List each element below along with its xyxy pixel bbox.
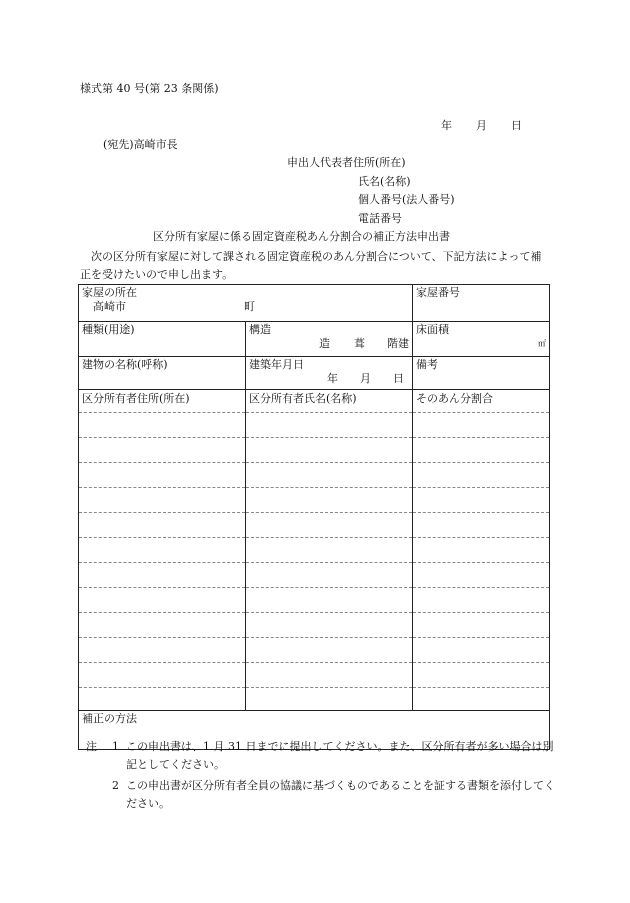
owner-address-header: 区分所有者住所(所在) [82,392,190,405]
date-day: 日 [511,119,522,132]
built-day: 日 [393,372,405,385]
remarks-cell [413,357,550,390]
entry-line[interactable] [413,537,549,562]
entry-line[interactable] [246,562,412,587]
entry-line[interactable] [79,462,245,487]
property-table [78,284,550,750]
note-text: この申出書が区分所有者全員の協議に基づくものであることを証する書類を添付してください。 [126,779,555,810]
floor-area-unit: ㎡ [538,339,546,348]
entry-line[interactable] [246,462,412,487]
structure-kaidate: 階建 [387,337,410,350]
applicant-id-label: 個人番号(法人番号) [358,193,455,206]
kind-cell [79,322,246,357]
entry-line[interactable] [79,662,245,687]
note-item [86,777,556,813]
owner-name-column [246,390,413,711]
entry-line[interactable] [246,662,412,687]
entry-line[interactable] [79,612,245,637]
entry-line[interactable] [79,537,245,562]
structure-zou: 造 [319,337,331,350]
entry-line[interactable] [79,412,245,437]
owner-name-header: 区分所有者氏名(名称) [249,392,357,405]
entry-line[interactable] [413,687,549,710]
built-month: 月 [360,372,372,385]
owner-address-column [79,390,246,711]
entry-line[interactable] [79,637,245,662]
entry-line[interactable] [246,412,412,437]
date-year: 年 [441,119,452,132]
structure-cell [246,322,413,357]
entry-line[interactable] [413,587,549,612]
floor-area-cell [413,322,550,357]
built-date-label: 建築年月日 [249,358,305,371]
entry-line[interactable] [413,437,549,462]
entry-line[interactable] [246,512,412,537]
location-city: 高崎市 [93,300,126,313]
entry-line[interactable] [79,512,245,537]
applicant-name-label: 氏名(名称) [358,175,411,188]
entry-line[interactable] [79,587,245,612]
note-text: この申出書は、1 月 31 日までに提出してください。また、区分所有者が多い場合は別記としてください。 [126,740,554,771]
entry-line[interactable] [246,487,412,512]
entry-line[interactable] [413,412,549,437]
entry-line[interactable] [246,687,412,710]
notes [86,738,556,816]
entry-line[interactable] [246,637,412,662]
applicant-address-label: 申出人代表者住所(所在) [287,156,406,169]
entry-line[interactable] [413,487,549,512]
intro-text: 次の区分所有家屋に対して課される固定資産税のあん分割合について、下記方法によって補正を受けたいので申し出ます。 [80,250,542,281]
note-item [86,738,556,774]
building-name-label: 建物の名称(呼称) [82,358,168,371]
remarks-label: 備考 [416,358,439,371]
structure-fuki: 葺 [354,337,366,350]
location-label: 家屋の所在 [82,286,137,299]
addressee: (宛先)高崎市長 [103,138,178,151]
entry-line[interactable] [246,612,412,637]
entry-line[interactable] [413,662,549,687]
applicant-phone-label: 電話番号 [358,212,402,225]
entry-line[interactable] [246,537,412,562]
kind-label: 種類(用途) [82,323,135,336]
house-number-label: 家屋番号 [416,286,461,299]
building-name-cell [79,357,246,390]
entry-line[interactable] [413,562,549,587]
entry-line[interactable] [246,437,412,462]
page-title: 区分所有家屋に係る固定資産税あん分割合の補正方法申出書 [153,230,450,243]
location-town: 町 [244,300,255,313]
entry-line[interactable] [413,462,549,487]
structure-label: 構造 [249,323,272,336]
note-number: 1 [112,740,119,753]
built-year: 年 [327,372,339,385]
built-date-cell [246,357,413,390]
correction-method-label: 補正の方法 [82,712,137,725]
entry-line[interactable] [79,562,245,587]
form-number: 様式第 40 号(第 23 条関係) [80,82,219,95]
ratio-header: そのあん分割合 [416,392,494,405]
house-number-cell [413,285,550,322]
entry-line[interactable] [79,687,245,710]
entry-line[interactable] [79,487,245,512]
date-month: 月 [476,119,487,132]
entry-line[interactable] [413,637,549,662]
entry-line[interactable] [79,437,245,462]
submission-date [441,119,522,133]
entry-line[interactable] [246,587,412,612]
location-cell [79,285,413,322]
entry-line[interactable] [413,512,549,537]
note-number: 2 [112,779,119,792]
entry-line[interactable] [413,612,549,637]
note-label: 注 [86,740,97,753]
ratio-column [413,390,550,711]
floor-area-label: 床面積 [416,323,450,336]
